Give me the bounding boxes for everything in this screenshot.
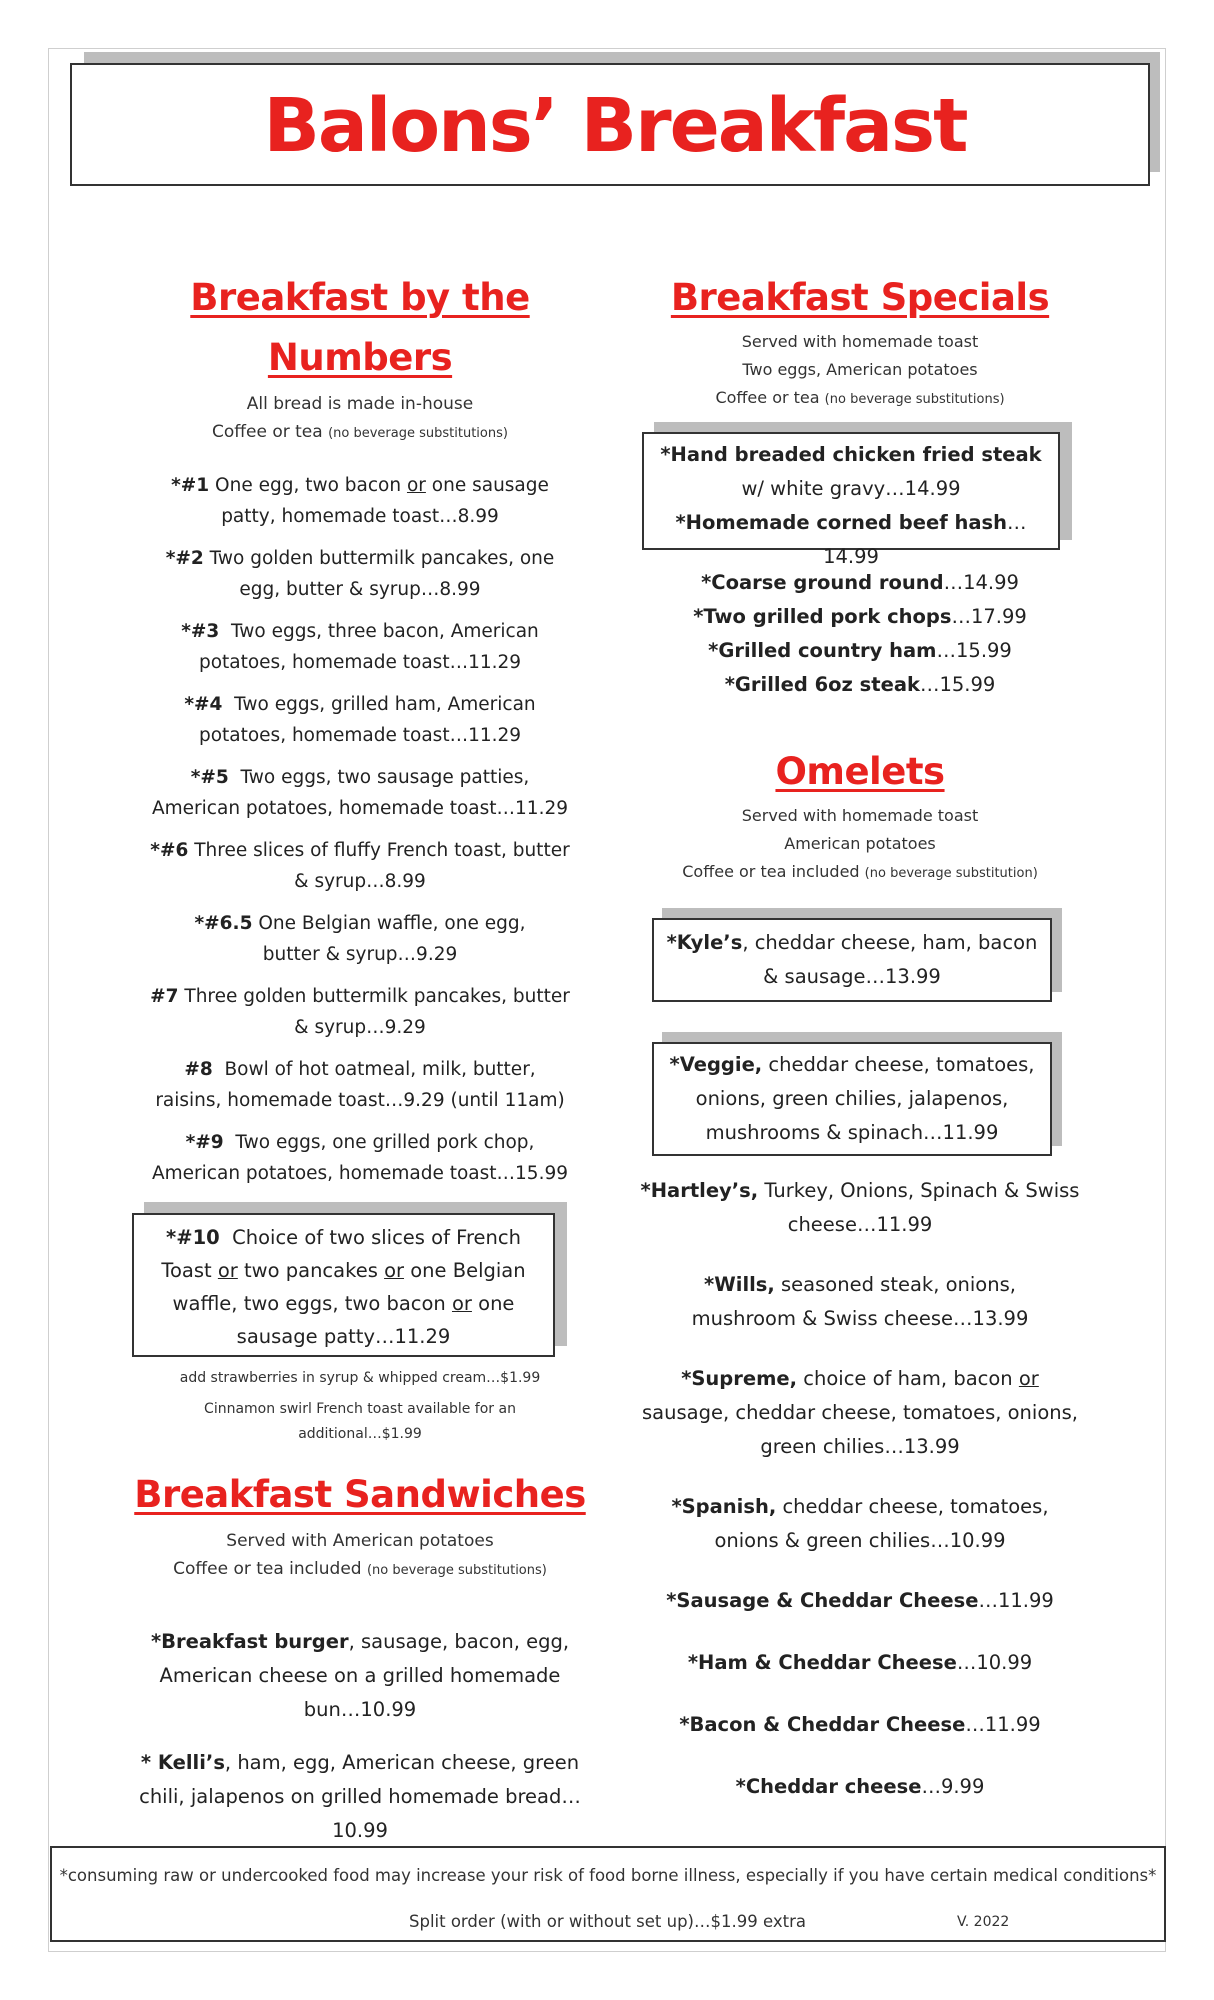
item-text: , sausage, bacon, egg, American cheese on a grilled homemade bun…10.99 [159,1629,570,1721]
omelet-sausage-cheddar [640,1584,1080,1618]
item-text: one sausage patty, homemade toast…8.99 [221,475,549,527]
page-title: Balons’ Breakfast [263,83,967,169]
omelets-note-coffee-small: (no beverage substitution) [864,866,1038,881]
item-name: *Spanish, [671,1495,777,1518]
specials-heading: Breakfast Specials [670,276,1050,319]
item-text: Three golden buttermilk pancakes, butter & syrup…9.29 [184,986,570,1038]
omelets-note-coffee [640,858,1080,888]
item-text: Two eggs, grilled ham, American potatoes, homemade toast…11.29 [198,694,536,746]
menu-item-6-5 [130,908,590,970]
item-code: *#5 [190,767,229,788]
item-text: Two eggs, two sausage patties, American potatoes, homemade toast…11.29 [152,767,568,819]
numbers-note-coffee-small: (no beverage substitutions) [328,426,508,441]
item-or: or [451,1292,472,1315]
item-code: #8 [184,1059,213,1080]
item-name: *Breakfast burger [150,1629,349,1653]
menu-item-1 [130,470,590,532]
item-name: *Grilled country ham [708,639,937,662]
footer-disclaimer: *consuming raw or undercooked food may increase your risk of food borne illness, especially if you have certain medical conditions* [59,1866,1157,1885]
sandwiches-note-potatoes: Served with American potatoes [226,1531,494,1551]
sandwiches-note-coffee [130,1555,590,1585]
menu-item-6 [130,835,590,897]
menu-item-4 [130,689,590,751]
item-text: two pancakes [237,1259,385,1282]
item-or: or [384,1259,405,1282]
item-code: *#10 [166,1226,220,1249]
omelet-spanish [640,1490,1080,1558]
item-text: …14.99 [823,511,1027,568]
numbers-note-bread: All bread is made in-house [246,394,474,414]
right-column [640,268,1080,1804]
menu-item-9 [130,1127,590,1189]
specials-note-coffee [640,384,1080,414]
item-text: cheddar cheese, tomatoes, onions, green chilies, jalapenos, mushrooms & spinach…11.99 [695,1053,1035,1144]
menu-item-7 [130,981,590,1043]
specials-note-coffee-text: Coffee or tea [715,388,820,407]
item-code: *#4 [184,694,223,715]
item-text: …15.99 [919,673,996,696]
kyles-box [652,918,1052,1002]
footer-box [50,1846,1166,1942]
omelet-supreme [640,1362,1080,1464]
veggie-box [652,1042,1052,1156]
menu-item-8 [130,1054,590,1116]
omelet-ham-cheddar [640,1646,1080,1680]
item-name: *Ham & Cheddar Cheese [687,1651,957,1674]
item-name: *Hartley’s, [640,1179,759,1202]
special-6oz-steak [640,668,1080,702]
item-text: sausage, cheddar cheese, tomatoes, onions, green chilies…13.99 [642,1401,1078,1458]
item-text: one Belgian waffle, two eggs, two bacon [172,1259,526,1315]
numbers-note-coffee [130,418,590,448]
specials-box [642,432,1060,568]
item-text: Two eggs, one grilled pork chop, American potatoes, homemade toast…15.99 [152,1132,568,1184]
item-or: or [406,475,426,496]
item-name: *Hand breaded chicken fried steak [660,443,1042,466]
item-text: Choice of two slices of French Toast [161,1226,521,1282]
item-text: …11.99 [978,1589,1054,1612]
item-text: …15.99 [936,639,1012,662]
sandwiches-note-coffee-small: (no beverage substitutions) [366,1563,547,1578]
item-name: *Sausage & Cheddar Cheese [666,1589,979,1612]
item-text: Bowl of hot oatmeal, milk, butter, raisins, homemade toast…9.29 (until 11am) [155,1059,565,1111]
item-10-box [132,1213,555,1357]
omelets-heading: Omelets [775,750,945,793]
omelet-bacon-cheddar [640,1708,1080,1742]
omelets-note-coffee-text: Coffee or tea included [682,862,860,881]
item-name: *Two grilled pork chops [693,605,952,628]
item-text: , cheddar cheese, ham, bacon & sausage…13.99 [742,931,1038,988]
item-code: *#6 [150,840,189,861]
item-text: choice of ham, bacon [797,1367,1019,1390]
item-code: *#1 [171,475,210,496]
item-text: , ham, egg, American cheese, green chili, jalapenos on grilled homemade bread…10.99 [139,1751,581,1842]
item-text: …17.99 [951,605,1027,628]
item-text: …9.99 [921,1775,985,1798]
sandwiches-note-coffee-text: Coffee or tea included [173,1559,362,1579]
item-text: Turkey, Onions, Spinach & Swiss cheese…11.99 [758,1179,1080,1236]
menu-item-5 [130,762,590,824]
item-name: *Homemade corned beef hash [675,511,1008,534]
item-name: *Bacon & Cheddar Cheese [679,1713,966,1736]
item-name: *Kyle’s [666,931,743,954]
addon-cinnamon: Cinnamon swirl French toast available for an additional…$1.99 [204,1401,516,1442]
item-text: One Belgian waffle, one egg, butter & syrup…9.29 [258,913,526,965]
item-code: *#3 [181,621,220,642]
specials-note-toast: Served with homemade toast [741,332,979,351]
kyles-box-wrap [640,918,1080,1010]
item-text: w/ white gravy…14.99 [741,477,961,500]
menu-item-3 [130,616,590,678]
item-or: or [1018,1367,1039,1390]
specials-note-coffee-small: (no beverage substitutions) [824,392,1005,407]
item-name: *Wills, [704,1273,775,1296]
omelets-note-potatoes: American potatoes [784,834,936,853]
item-name: *Veggie, [669,1053,763,1076]
sandwich-breakfast-burger [130,1625,590,1727]
item-text: cheddar cheese, tomatoes, onions & green chilies…10.99 [714,1495,1049,1552]
item-code: *#6.5 [194,913,253,934]
item-or: or [217,1259,238,1282]
item-name: * Kelli’s [140,1751,225,1774]
item-text: …14.99 [943,571,1019,594]
menu-item-2 [130,543,590,605]
omelet-hartleys [640,1174,1080,1242]
numbers-heading: Breakfast by the Numbers [190,276,530,379]
item-text: …11.99 [965,1713,1041,1736]
special-country-ham [640,634,1080,668]
item-code: *#9 [185,1132,224,1153]
item-text: Two eggs, three bacon, American potatoes, homemade toast…11.29 [198,621,539,673]
item-name: *Cheddar cheese [735,1775,922,1798]
sandwich-kellis [130,1746,590,1848]
item-code: *#2 [165,548,204,569]
footer-split-order: Split order (with or without set up)…$1.99 extra [409,1912,806,1931]
item-text: …10.99 [956,1651,1033,1674]
omelet-cheddar [640,1770,1080,1804]
left-column [130,268,590,1868]
numbers-note-coffee-text: Coffee or tea [212,422,323,442]
item-name: *Coarse ground round [701,571,944,594]
item-text: seasoned steak, onions, mushroom & Swiss cheese…13.99 [691,1273,1029,1330]
addon-strawberries: add strawberries in syrup & whipped cream…$1.99 [179,1370,541,1386]
omelet-wills [640,1268,1080,1336]
veggie-box-wrap [640,1042,1080,1160]
item-name: *Grilled 6oz steak [724,673,920,696]
special-pork-chops [640,600,1080,634]
item-name: *Supreme, [681,1367,798,1390]
item-code: #7 [150,986,179,1007]
footer-version: V. 2022 [957,1914,1010,1930]
item-text: Three slices of fluffy French toast, butter & syrup…8.99 [194,840,570,892]
item-text: one sausage patty…11.29 [236,1292,515,1348]
title-banner [70,63,1150,186]
item-text: One egg, two bacon [215,475,407,496]
item-10-box-wrap [130,1213,590,1363]
item-text: Two golden buttermilk pancakes, one egg, butter & syrup…8.99 [209,548,555,600]
sandwiches-heading: Breakfast Sandwiches [134,1473,586,1516]
specials-note-eggs: Two eggs, American potatoes [742,360,978,379]
omelets-note-toast: Served with homemade toast [741,806,979,825]
specials-box-wrap [640,432,1080,568]
